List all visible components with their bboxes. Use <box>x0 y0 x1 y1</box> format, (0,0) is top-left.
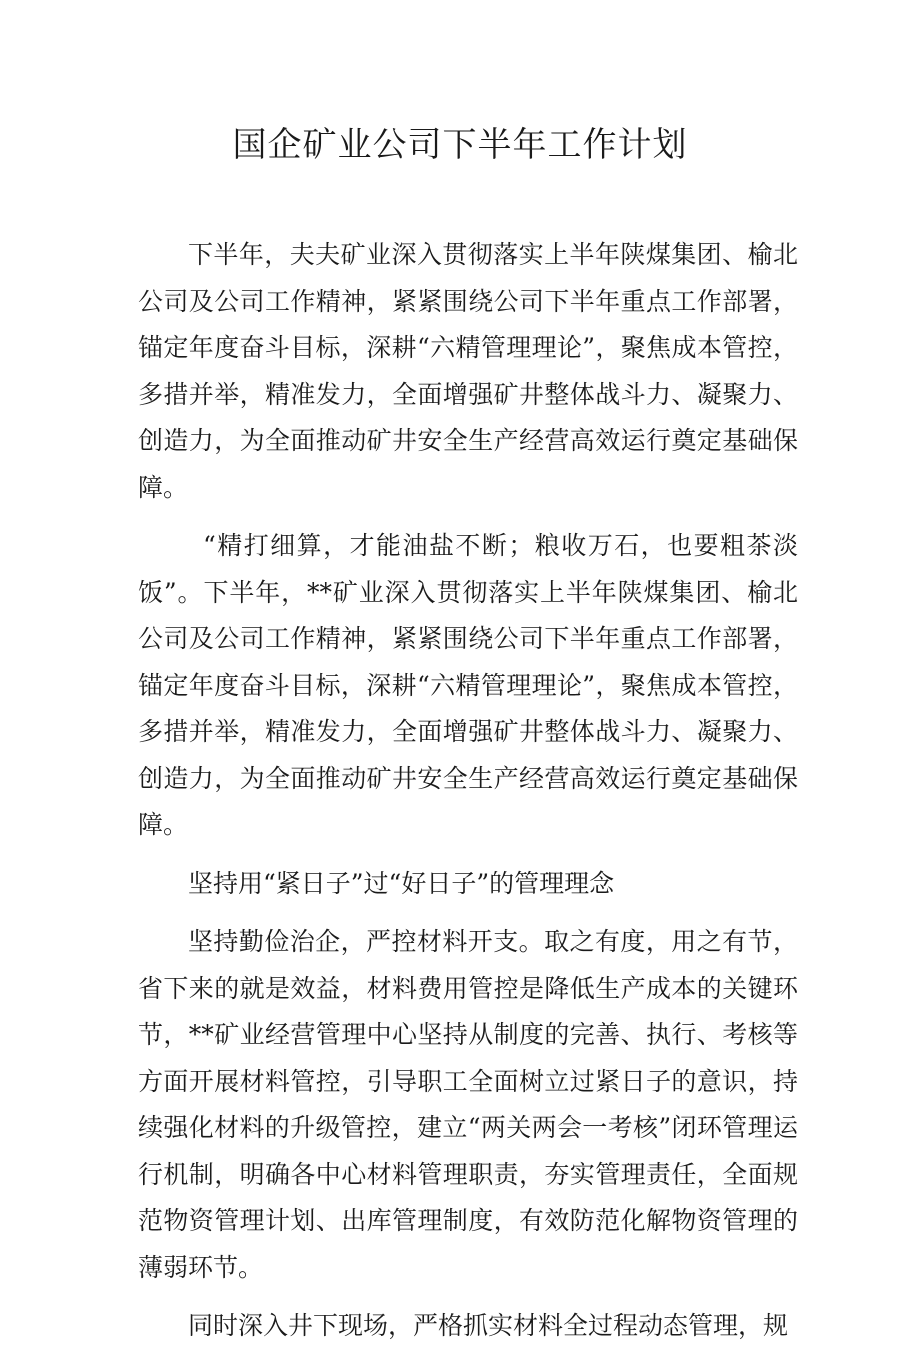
paragraph-intro: 下半年，夫夫矿业深入贯彻落实上半年陕煤集团、榆北公司及公司工作精神，紧紧围绕公司下半年重点工作部署，锚定年度奋斗目标，深耕“六精管理理论”，聚焦成本管控，多措并举，精准发力，全面增强矿井整体战斗力、凝聚力、创造力，为全面推动矿井安全生产经营高效运行奠定基础保障。 <box>138 240 798 502</box>
section-heading: 坚持用“紧日子”过“好日子”的管理理念 <box>188 868 615 898</box>
paragraph-quote: “精打细算，才能油盐不断；粮收万石，也要粗茶淡饭”。下半年，**矿业深入贯彻落实上半年陕煤集团、榆北公司及公司工作精神，紧紧围绕公司下半年重点工作部署，锚定年度奋斗目标，深耕“六精管理理论”，聚焦成本管控，多措并举，精准发力，全面增强矿井整体战斗力、凝聚力、创造力，为全面推动矿井安全生产经营高效运行奠定基础保障。 <box>138 531 798 839</box>
paragraph-onsite: 同时深入井下现场，严格抓实材料全过程动态管理，规 <box>188 1311 789 1340</box>
paragraph-material-control: 坚持勤俭治企，严控材料开支。取之有度，用之有节，省下来的就是效益，材料费用管控是降低生产成本的关键环节，**矿业经营管理中心坚持从制度的完善、执行、考核等方面开展材料管控，引导职工全面树立过紧日子的意识，持续强化材料的升级管控，建立“两关两会一考核”闭环管理运行机制，明确各中心材料管理职责，夯实管理责任，全面规范物资管理计划、出库管理制度，有效防范化解物资管理的薄弱环节。 <box>138 927 798 1282</box>
document-body <box>138 232 798 1362</box>
document-title: 国企矿业公司下半年工作计划 <box>232 125 688 165</box>
